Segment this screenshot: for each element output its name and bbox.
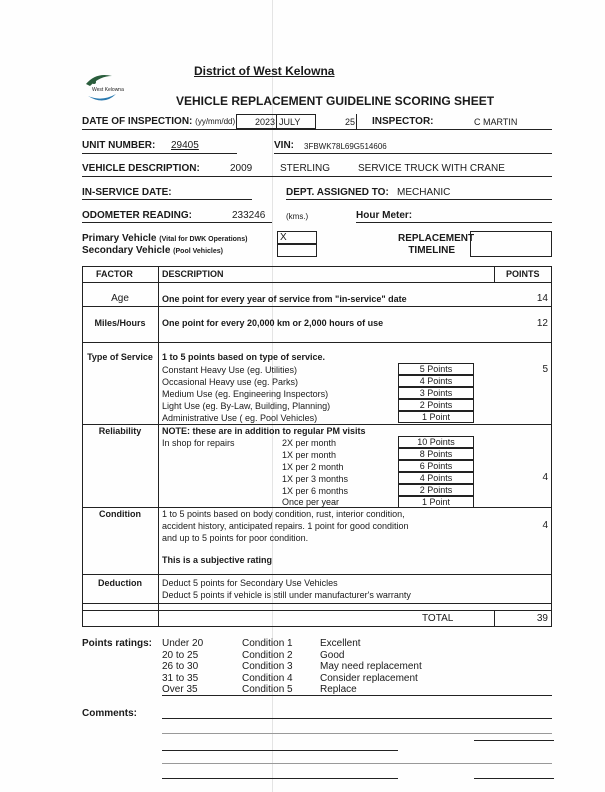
comments-label: Comments: <box>82 708 138 719</box>
age-description: One point for every year of service from "in-service" date <box>162 294 407 304</box>
rating-condition: Condition 1 <box>242 638 293 649</box>
miles-factor: Miles/Hours <box>94 318 146 328</box>
service-factor: Type of Service <box>87 352 153 362</box>
reliability-item: 1X per 3 months <box>282 474 349 484</box>
deduction-factor: Deduction <box>98 578 142 588</box>
reliability-item: 2X per month <box>282 438 337 448</box>
rating-desc: May need replacement <box>320 661 422 672</box>
date-label: DATE OF INSPECTION: (yy/mm/dd) <box>82 116 236 127</box>
org-name: District of West Kelowna <box>194 64 335 78</box>
reliability-item: 1X per 6 months <box>282 486 349 496</box>
reliability-points-option: 4 Points <box>398 472 474 484</box>
condition-desc-line: accident history, anticipated repairs. 1 point for good condition <box>162 521 409 531</box>
total-points[interactable]: 39 <box>536 613 548 624</box>
page-title: VEHICLE REPLACEMENT GUIDELINE SCORING SHEET <box>176 94 495 108</box>
reliability-points-option: 10 Points <box>398 436 474 448</box>
miles-description: One point for every 20,000 km or 2,000 hours of use <box>162 318 384 328</box>
service-heading: 1 to 5 points based on type of service. <box>162 352 326 362</box>
ratings-label: Points ratings: <box>82 638 153 649</box>
odo-value[interactable]: 233246 <box>232 210 266 221</box>
condition-points[interactable]: 4 <box>542 520 548 531</box>
rating-range: 31 to 35 <box>162 673 199 684</box>
deduction-line: Deduct 5 points for Secondary Use Vehicles <box>162 578 338 588</box>
desc-make[interactable]: STERLING <box>280 163 331 174</box>
reliability-factor: Reliability <box>98 426 142 436</box>
rating-condition: Condition 3 <box>242 661 293 672</box>
unit-label: UNIT NUMBER: <box>82 140 156 151</box>
rating-range: Under 20 <box>162 638 204 649</box>
service-item: Constant Heavy Use (eg. Utilities) <box>162 365 298 375</box>
service-item: Medium Use (eg. Engineering Inspectors) <box>162 389 329 399</box>
dept-value[interactable]: MECHANIC <box>397 187 451 198</box>
service-points-option: 3 Points <box>398 387 474 399</box>
factor-header: FACTOR <box>96 269 133 279</box>
reliability-points-option: 6 Points <box>398 460 474 472</box>
inspector-label: INSPECTOR: <box>372 116 434 127</box>
description-header: DESCRIPTION <box>162 269 224 279</box>
comment-line[interactable] <box>162 750 398 751</box>
desc-label: VEHICLE DESCRIPTION: <box>82 163 200 174</box>
rating-desc: Excellent <box>320 638 361 649</box>
rating-desc: Replace <box>320 684 357 695</box>
rating-condition: Condition 2 <box>242 650 293 661</box>
comment-line[interactable] <box>162 778 398 779</box>
condition-desc-line: and up to 5 points for poor condition. <box>162 533 309 543</box>
comment-line[interactable] <box>162 718 552 719</box>
service-points-option: 5 Points <box>398 363 474 375</box>
inservice-label: IN-SERVICE DATE: <box>82 187 172 198</box>
odo-label: ODOMETER READING: <box>82 210 192 221</box>
rating-range: Over 35 <box>162 684 198 695</box>
rating-condition: Condition 4 <box>242 673 293 684</box>
rating-desc: Good <box>320 650 345 661</box>
service-item: Light Use (eg. By-Law, Building, Planning) <box>162 401 331 411</box>
date-day[interactable]: 25 <box>345 117 356 127</box>
rating-range: 26 to 30 <box>162 661 199 672</box>
hour-meter-label: Hour Meter: <box>356 210 413 221</box>
reliability-points[interactable]: 4 <box>542 472 548 483</box>
rating-condition: Condition 5 <box>242 684 293 695</box>
deduction-line: Deduct 5 points if vehicle is still under manufacturer's warranty <box>162 590 411 600</box>
age-factor: Age <box>111 293 129 304</box>
reliability-item: Once per year <box>282 497 340 507</box>
rating-desc: Consider replacement <box>320 673 418 684</box>
unit-value[interactable]: 29405 <box>171 140 199 151</box>
service-item: Occasional Heavy use (eg. Parks) <box>162 377 299 387</box>
age-points[interactable]: 14 <box>536 293 548 304</box>
reliability-item: 1X per 2 month <box>282 462 344 472</box>
dept-label: DEPT. ASSIGNED TO: <box>286 187 389 198</box>
vin-label: VIN: <box>274 140 294 151</box>
condition-desc-line: 1 to 5 points based on body condition, rust, interior condition, <box>162 509 405 519</box>
reliability-points-option: 8 Points <box>398 448 474 460</box>
date-year[interactable]: 2023 <box>255 117 276 127</box>
service-points-option: 4 Points <box>398 375 474 387</box>
service-item: Administrative Use ( eg. Pool Vehicles) <box>162 413 318 423</box>
reliability-points-option: 1 Point <box>398 496 474 508</box>
service-points[interactable]: 5 <box>542 364 548 375</box>
kms-unit: (kms.) <box>286 212 309 221</box>
timeline-label: TIMELINE <box>408 245 455 256</box>
secondary-checkbox[interactable] <box>277 244 317 257</box>
inspector-value[interactable]: C MARTIN <box>474 117 518 127</box>
service-points-option: 2 Points <box>398 399 474 411</box>
points-header: POINTS <box>506 269 540 279</box>
rating-range: 20 to 25 <box>162 650 199 661</box>
desc-year[interactable]: 2009 <box>230 163 253 174</box>
total-label: TOTAL <box>422 613 454 624</box>
comment-line[interactable] <box>474 778 554 779</box>
condition-factor: Condition <box>99 509 141 519</box>
primary-vehicle-label: Primary Vehicle (Vital for DWK Operations) <box>82 233 248 244</box>
reliability-points-option: 2 Points <box>398 484 474 496</box>
comment-line[interactable] <box>162 763 552 764</box>
miles-points[interactable]: 12 <box>536 318 548 329</box>
primary-checkbox[interactable]: X <box>277 231 317 244</box>
secondary-vehicle-label: Secondary Vehicle (Pool Vehicles) <box>82 245 223 256</box>
reliability-item: 1X per month <box>282 450 337 460</box>
comment-line[interactable] <box>162 733 552 734</box>
reliability-heading: NOTE: these are in addition to regular PM visits <box>162 426 366 436</box>
replacement-timeline-box[interactable] <box>470 231 552 257</box>
reliability-lead: In shop for repairs <box>162 438 235 448</box>
replacement-label: REPLACEMENT <box>398 233 475 244</box>
comment-line[interactable] <box>474 740 554 741</box>
service-points-option: 1 Point <box>398 411 474 423</box>
date-month[interactable]: JULY <box>279 117 301 127</box>
vin-value[interactable]: 3FBWK78L69G514606 <box>304 142 387 151</box>
condition-subjective-note: This is a subjective rating <box>162 555 273 565</box>
logo-text: West Kelowna <box>92 87 124 93</box>
desc-type[interactable]: SERVICE TRUCK WITH CRANE <box>358 163 505 174</box>
